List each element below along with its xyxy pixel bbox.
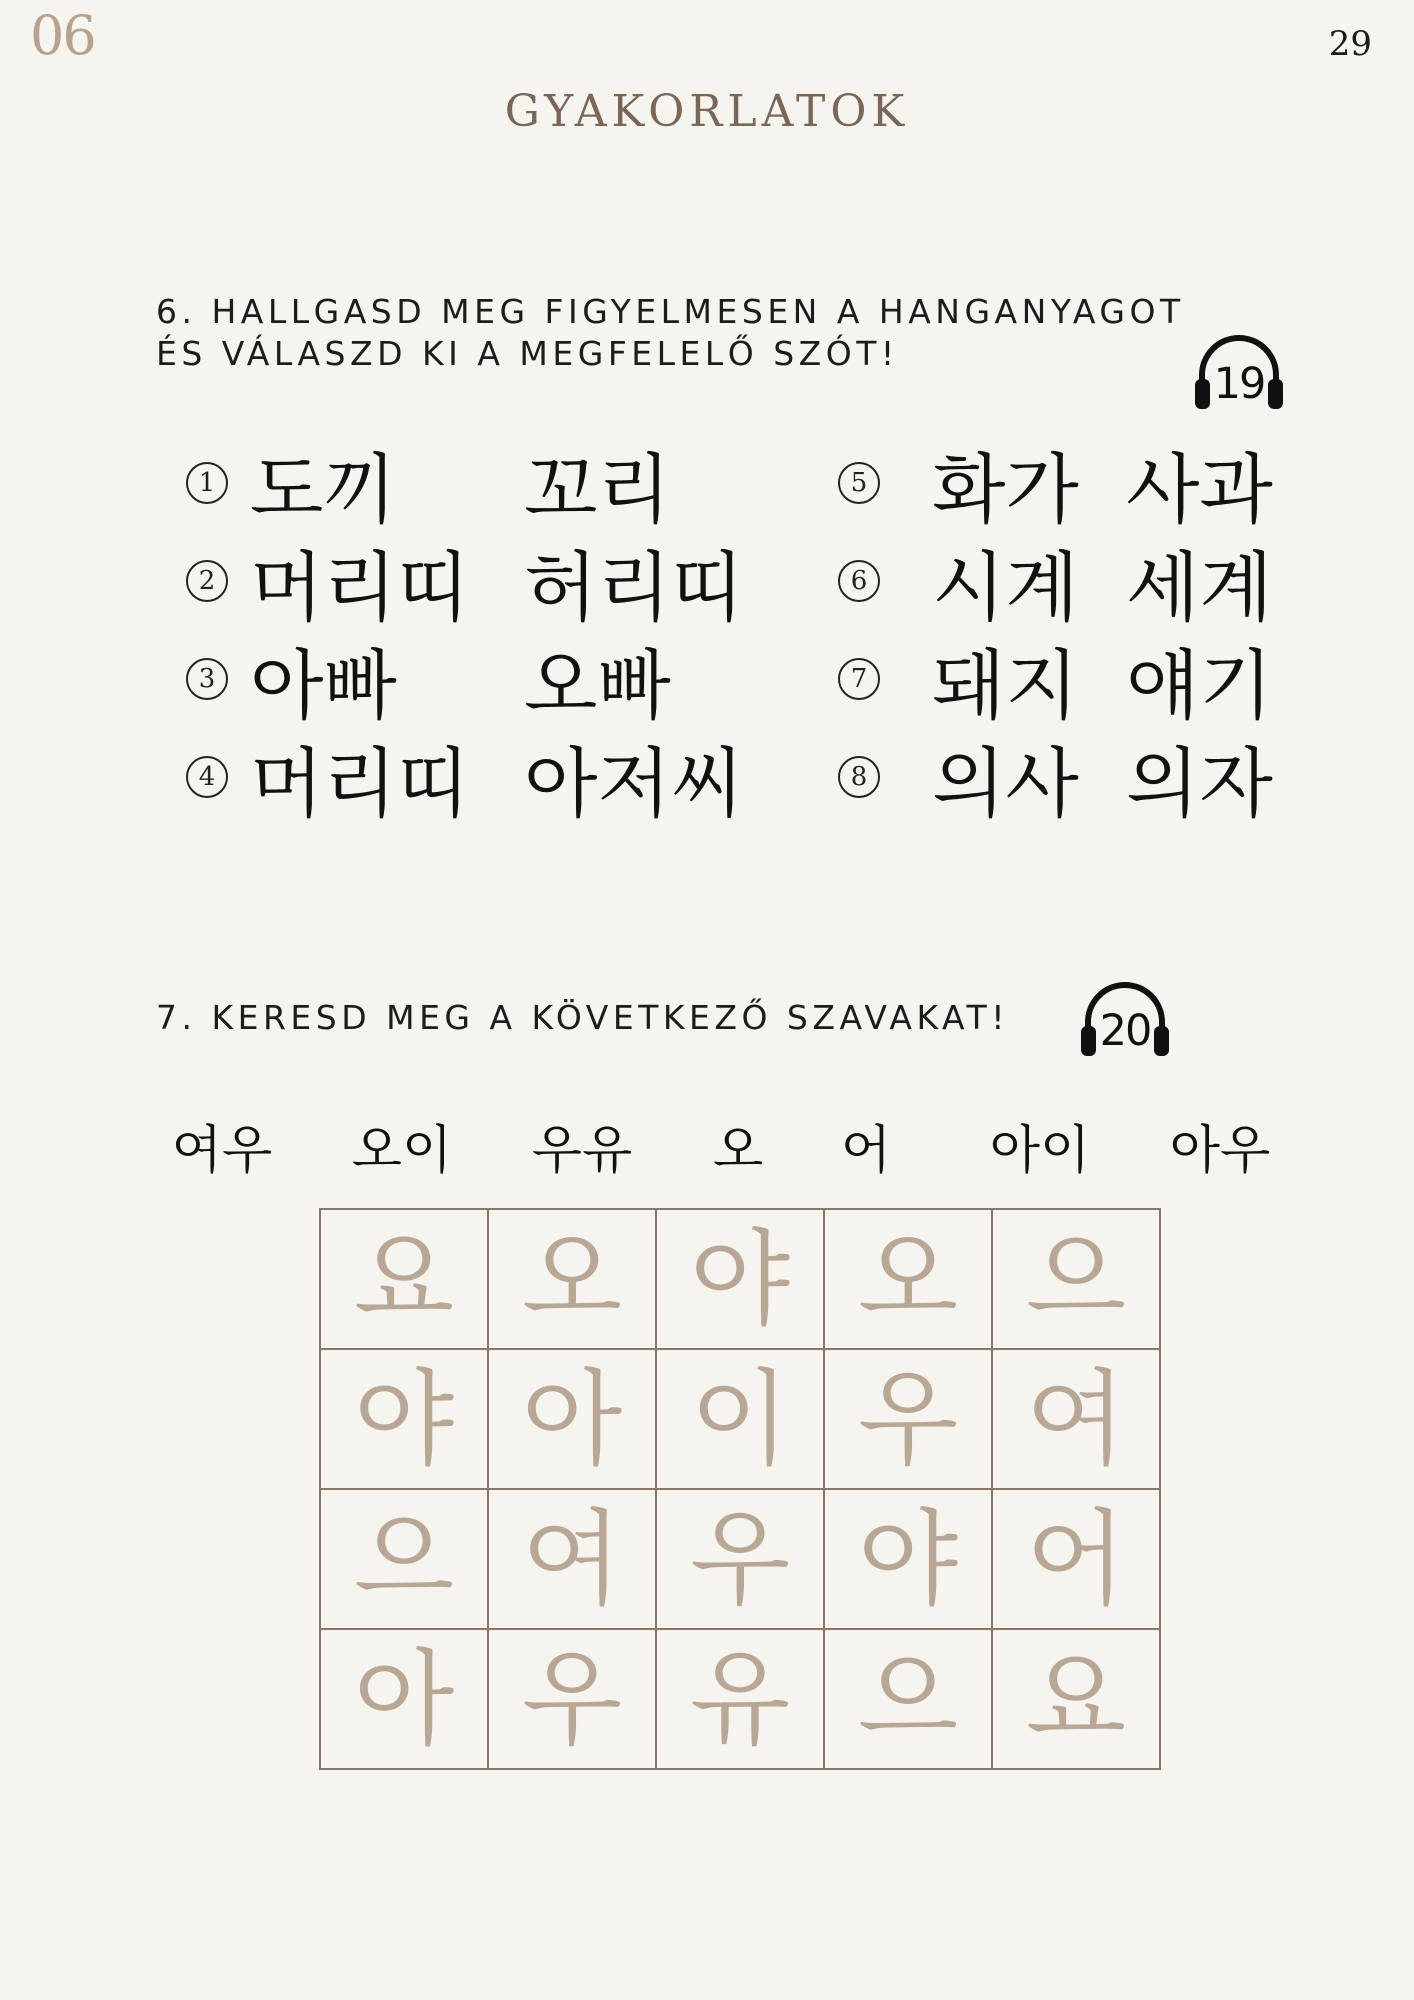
item-number: 6 <box>838 560 880 602</box>
item-number: 5 <box>838 462 880 504</box>
grid-cell[interactable]: 오 <box>824 1209 992 1349</box>
item-number: 8 <box>838 756 880 798</box>
grid-cell[interactable]: 야 <box>656 1209 824 1349</box>
grid-cell[interactable]: 으 <box>824 1629 992 1769</box>
grid-cell[interactable]: 으 <box>992 1209 1160 1349</box>
word-option-b[interactable]: 오빠 <box>524 641 671 730</box>
grid-row <box>320 1349 1160 1489</box>
word-option-a[interactable]: 도끼 <box>250 445 397 534</box>
page-number: 29 <box>1328 24 1372 64</box>
search-word: 여우 <box>171 1121 273 1181</box>
word-option-b[interactable]: 얘기 <box>1126 641 1273 730</box>
grid-cell[interactable]: 요 <box>992 1629 1160 1769</box>
search-word: 아이 <box>989 1121 1091 1181</box>
exercise-6-instruction-line-1: 6. HALLGASD MEG FIGYELMESEN A HANGANYAGOT <box>156 292 1185 331</box>
item-number: 2 <box>186 560 228 602</box>
item-number: 3 <box>186 658 228 700</box>
word-option-b[interactable]: 아저씨 <box>524 739 745 828</box>
grid-cell[interactable]: 요 <box>320 1209 488 1349</box>
search-word: 우유 <box>531 1121 633 1181</box>
grid-row <box>320 1489 1160 1629</box>
item-number: 1 <box>186 462 228 504</box>
grid-cell[interactable]: 우 <box>824 1349 992 1489</box>
word-option-b[interactable]: 사과 <box>1126 445 1273 534</box>
word-option-a[interactable]: 의사 <box>932 739 1079 828</box>
word-pair-3 <box>186 641 746 736</box>
search-word: 아우 <box>1169 1121 1271 1181</box>
word-pair-4 <box>186 739 746 834</box>
word-pair-7 <box>838 641 1398 736</box>
word-option-a[interactable]: 머리띠 <box>250 739 471 828</box>
track-number: 19 <box>1213 359 1265 409</box>
word-pair-8 <box>838 739 1398 834</box>
word-option-a[interactable]: 시계 <box>932 543 1079 632</box>
word-search-grid <box>319 1208 1161 1770</box>
grid-cell[interactable]: 아 <box>320 1629 488 1769</box>
grid-cell[interactable]: 야 <box>320 1349 488 1489</box>
grid-cell[interactable]: 야 <box>824 1489 992 1629</box>
search-word: 오이 <box>351 1121 453 1181</box>
grid-cell[interactable]: 어 <box>992 1489 1160 1629</box>
item-number: 4 <box>186 756 228 798</box>
word-option-a[interactable]: 화가 <box>932 445 1079 534</box>
exercise-6-instruction-line-2: ÉS VÁLASZD KI A MEGFELELŐ SZÓT! <box>156 334 899 373</box>
grid-cell[interactable]: 아 <box>488 1349 656 1489</box>
word-option-a[interactable]: 아빠 <box>250 641 397 730</box>
word-option-b[interactable]: 꼬리 <box>524 445 671 534</box>
grid-cell[interactable]: 우 <box>488 1629 656 1769</box>
page-title: GYAKORLATOK <box>504 86 910 137</box>
word-pair-1 <box>186 445 746 540</box>
grid-row <box>320 1209 1160 1349</box>
word-pair-2 <box>186 543 746 638</box>
grid-cell[interactable]: 여 <box>992 1349 1160 1489</box>
word-pair-5 <box>838 445 1398 540</box>
word-option-b[interactable]: 의자 <box>1126 739 1273 828</box>
audio-track-20[interactable] <box>1076 980 1174 1062</box>
chapter-number: 06 <box>30 4 95 67</box>
audio-track-19[interactable] <box>1190 333 1288 415</box>
grid-cell[interactable]: 우 <box>656 1489 824 1629</box>
grid-cell[interactable]: 이 <box>656 1349 824 1489</box>
search-word: 어 <box>840 1121 892 1181</box>
grid-cell[interactable]: 으 <box>320 1489 488 1629</box>
track-number: 20 <box>1099 1006 1151 1056</box>
exercise-7-instruction: 7. KERESD MEG A KÖVETKEZŐ SZAVAKAT! <box>156 998 1009 1037</box>
word-pair-6 <box>838 543 1398 638</box>
grid-cell[interactable]: 여 <box>488 1489 656 1629</box>
search-word: 오 <box>712 1121 764 1181</box>
grid-row <box>320 1629 1160 1769</box>
word-option-b[interactable]: 세계 <box>1126 543 1273 632</box>
word-option-a[interactable]: 머리띠 <box>250 543 471 632</box>
word-option-a[interactable]: 돼지 <box>932 641 1079 730</box>
grid-cell[interactable]: 오 <box>488 1209 656 1349</box>
item-number: 7 <box>838 658 880 700</box>
grid-cell[interactable]: 유 <box>656 1629 824 1769</box>
word-option-b[interactable]: 허리띠 <box>524 543 745 632</box>
